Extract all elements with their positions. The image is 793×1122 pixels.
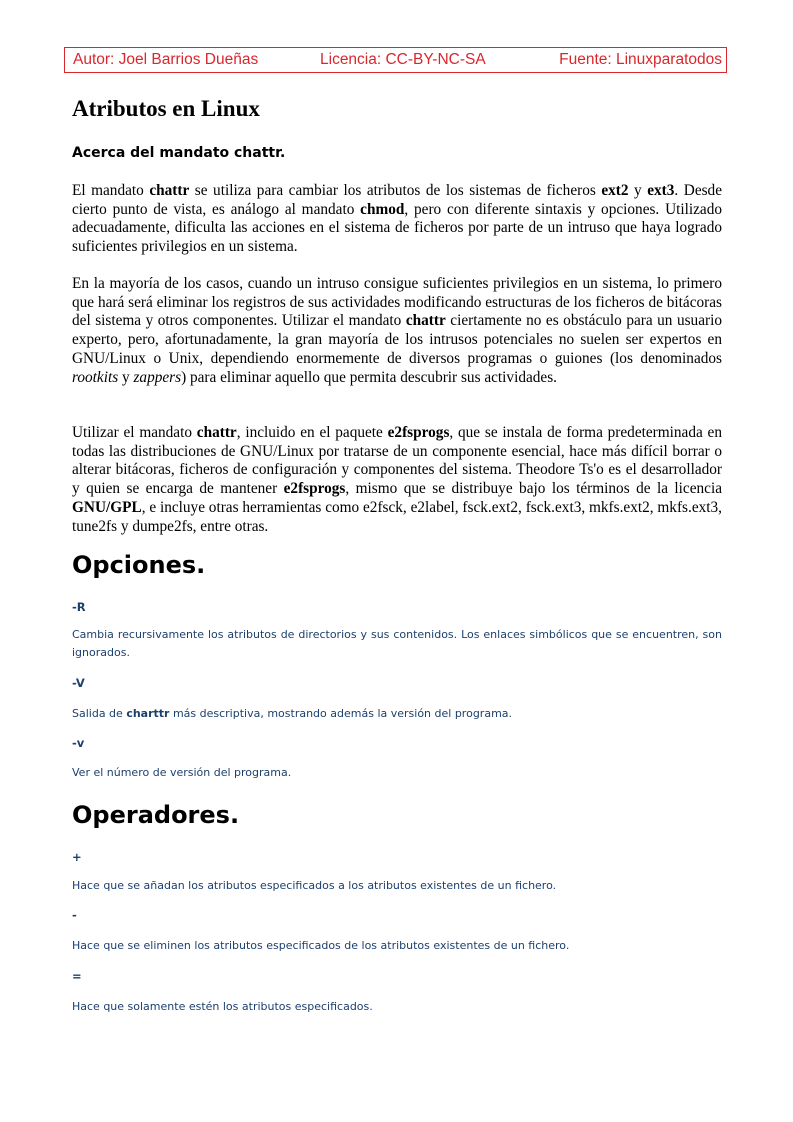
header-author: Autor: Joel Barrios Dueñas — [73, 51, 259, 68]
section-heading-opciones: Opciones. — [72, 551, 206, 579]
bold-term: chattr — [196, 424, 237, 441]
header-license: Licencia: CC-BY-NC-SA — [320, 51, 486, 68]
option-description: Ver el número de versión del programa. — [72, 766, 292, 779]
option-description: Salida de charttr más descriptiva, mostrando además la versión del programa. — [72, 707, 513, 720]
page-header — [64, 47, 727, 73]
option-term: -V — [72, 676, 85, 690]
paragraph-e2fsprogs: Utilizar el mandato chattr, incluido en el paquete e2fsprogs, que se instala de forma predeterminada en todas las distribuciones de GNU/Linux por tratarse de un componente esencial, hace más difícil borrar o alterar bitácoras, ficheros de configuración y componentes del sistema. Theodore Ts'o es el desarrollador y quien se encarga de mantener e2fsprogs, mismo que se distribuye bajo los términos de la licencia GNU/GPL, e incluye otras herramientas como e2fsck, e2label, fsck.ext2, fsck.ext3, mkfs.ext2, mkfs.ext3, tune2fs y dumpe2fs, entre otras. — [72, 424, 722, 535]
operator-description: Hace que solamente estén los atributos especificados. — [72, 1000, 373, 1013]
bold-term: ext3 — [647, 182, 675, 199]
operator-term: = — [72, 969, 82, 983]
header-source: Fuente: Linuxparatodos — [559, 51, 722, 68]
option-term: -v — [72, 736, 85, 750]
section-heading-operadores: Operadores. — [72, 801, 240, 829]
document-subtitle: Acerca del mandato chattr. — [72, 145, 286, 161]
operator-term: - — [72, 908, 77, 922]
bold-term: e2fsprogs — [387, 424, 450, 441]
italic-term: rootkits — [72, 368, 119, 386]
paragraph-intruders: En la mayoría de los casos, cuando un intruso consigue suficientes privilegios en un sistema, lo primero que hará será eliminar los registros de sus actividades modificando estructuras de los ficheros de bitácoras del sistema y otros componentes. Utilizar el mandato chattr ciertamente no es obstáculo para un usuario experto, pero, afortunadamente, la gran mayoría de los intrusos potenciales no suelen ser expertos en GNU/Linux o Unix, dependiendo enormemente de diversos programas o guiones (los denominados rootkits y zappers) para eliminar aquello que permita descubrir sus actividades. — [72, 275, 722, 386]
operator-description: Hace que se añadan los atributos especificados a los atributos existentes de un fichero. — [72, 879, 557, 892]
italic-term: zappers — [133, 368, 182, 386]
bold-term: chattr — [149, 182, 190, 199]
operator-description: Hace que se eliminen los atributos especificados de los atributos existentes de un fichero. — [72, 939, 570, 952]
bold-term: chattr — [405, 312, 446, 330]
bold-term: ext2 — [601, 182, 629, 199]
bold-term: charttr — [126, 707, 170, 720]
bold-term: e2fsprogs — [283, 480, 346, 498]
bold-term: chmod — [360, 200, 405, 218]
bold-term: GNU/GPL — [72, 498, 142, 516]
operator-term: + — [72, 850, 82, 864]
paragraph-intro: El mandato chattr se utiliza para cambiar los atributos de los sistemas de ficheros ext2 y ext3. Desde cierto punto de vista, es análogo al mandato chmod, pero con diferente sintaxis y opciones. Utilizado adecuadamente, dificulta las acciones en el sistema de ficheros por parte de un intruso que haya logrado suficientes privilegios en un sistema. — [72, 182, 722, 256]
document-title: Atributos en Linux — [72, 96, 260, 121]
option-description: Cambia recursivamente los atributos de directorios y sus contenidos. Los enlaces simbólicos que se encuentren, son ignorados. — [72, 628, 722, 659]
option-term: -R — [72, 600, 86, 614]
